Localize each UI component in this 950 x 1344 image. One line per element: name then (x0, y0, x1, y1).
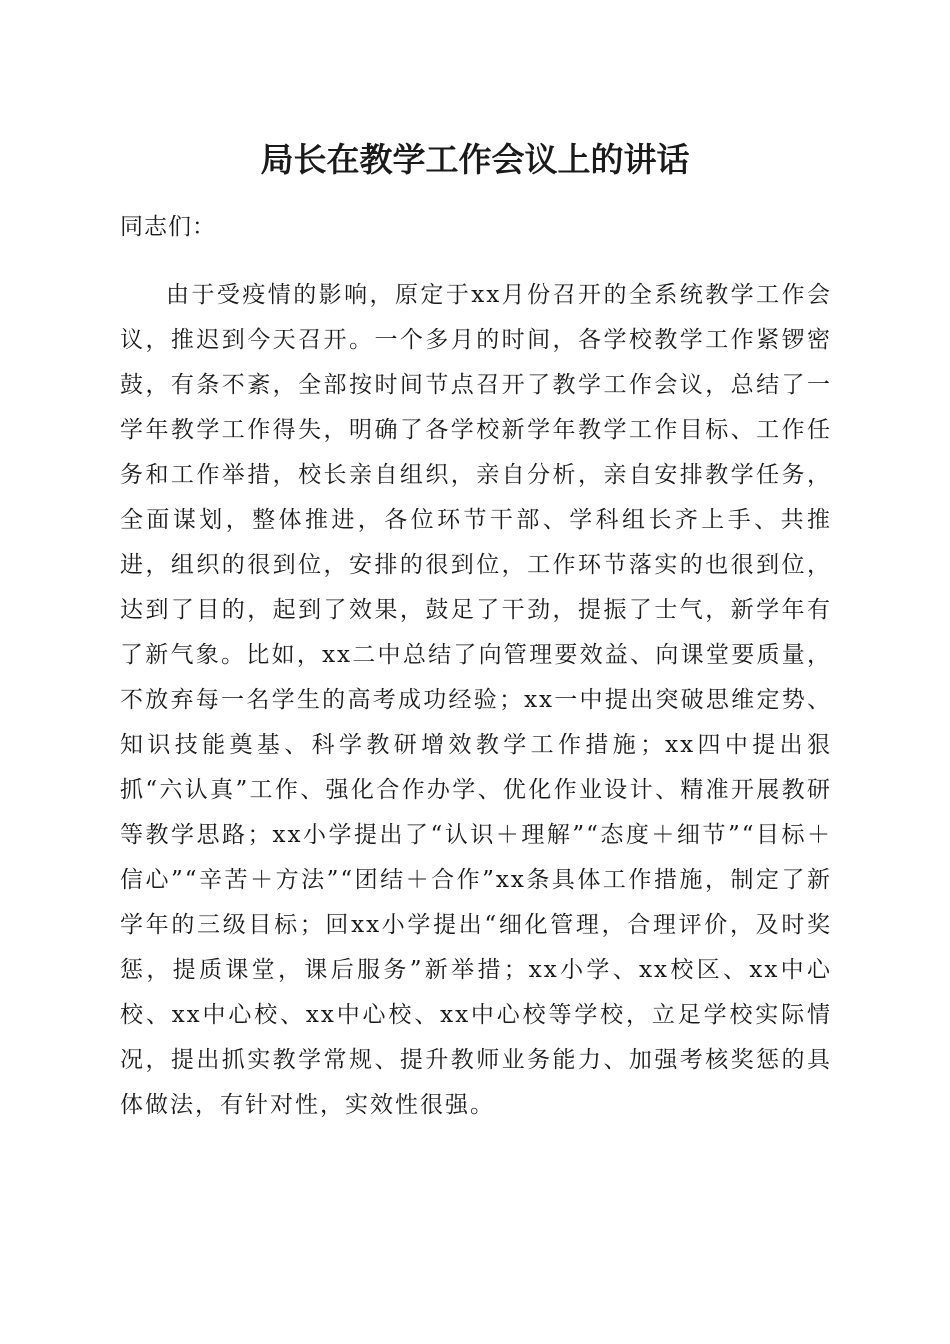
document-title: 局长在教学工作会议上的讲话 (260, 140, 690, 179)
body-paragraph: 由于受疫情的影响，原定于xx月份召开的全系统教学工作会议，推迟到今天召开。一个多月的时间，各学校教学工作紧锣密鼓，有条不紊，全部按时间节点召开了教学工作会议，总结了一学年教学工作得失，明确了各学校新学年教学工作目标、工作任务和工作举措，校长亲自组织，亲自分析，亲自安排教学任务，全面谋划，整体推进，各位环节干部、学科组长齐上手、共推进，组织的很到位，安排的很到位，工作环节落实的也很到位，达到了目的，起到了效果，鼓足了干劲，提振了士气，新学年有了新气象。比如，xx二中总结了向管理要效益、向课堂要质量，不放弃每一名学生的高考成功经验；xx一中提出突破思维定势、知识技能奠基、科学教研增效教学工作措施；xx四中提出狠抓“六认真”工作、强化合作办学、优化作业设计、精准开展教研等教学思路；xx小学提出了“认识＋理解”“态度＋细节”“目标＋信心”“辛苦＋方法”“团结＋合作”xx条具体工作措施，制定了新学年的三级目标；回xx小学提出“细化管理，合理评价，及时奖惩，提质课堂，课后服务”新举措；xx小学、xx校区、xx中心校、xx中心校、xx中心校、xx中心校等学校，立足学校实际情况，提出抓实教学常规、提升教师业务能力、加强考核奖惩的具体做法，有针对性，实效性很强。 (120, 282, 832, 1118)
salutation: 同志们： (120, 214, 216, 240)
